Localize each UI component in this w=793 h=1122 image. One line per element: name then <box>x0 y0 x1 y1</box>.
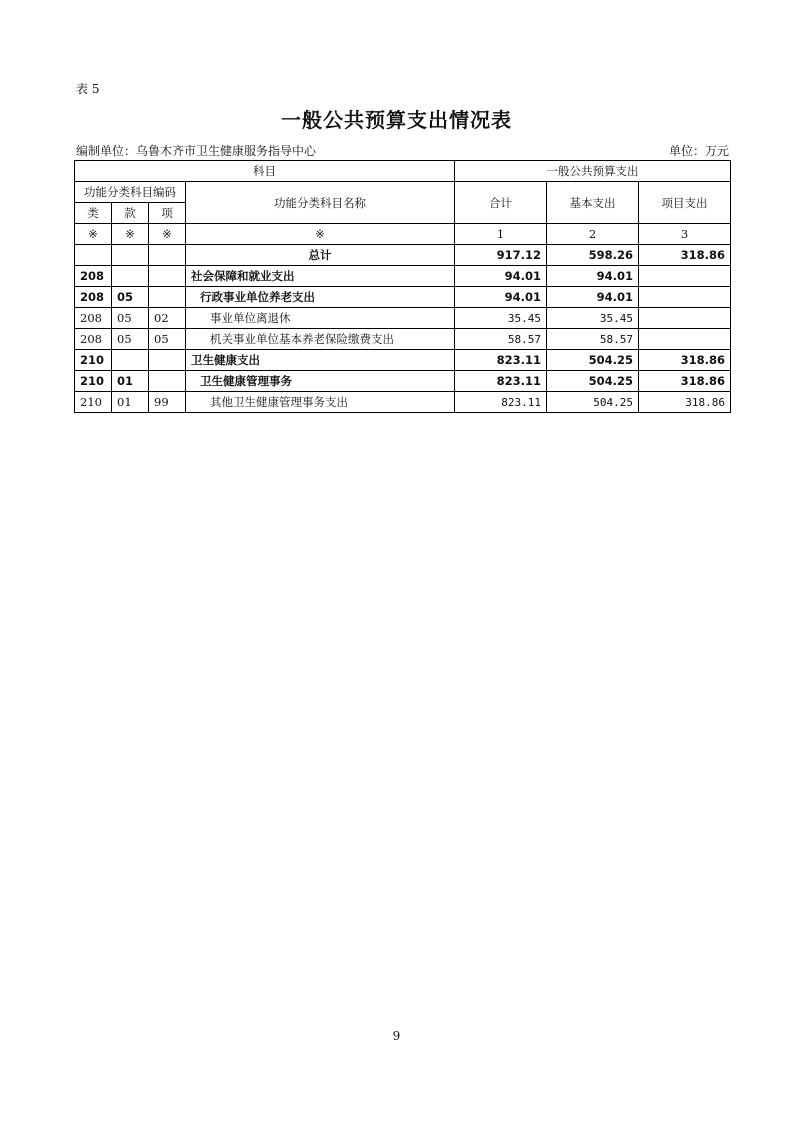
budget-table <box>74 160 731 413</box>
cell-xiang <box>149 371 186 392</box>
cell-project <box>639 329 731 350</box>
cell-basic: 598.26 <box>547 245 639 266</box>
cell-total: 823.11 <box>455 350 547 371</box>
cell-lei: 208 <box>75 329 112 350</box>
cell-project <box>639 308 731 329</box>
cell-kuan: 01 <box>112 392 149 413</box>
cell-name: 卫生健康管理事务 <box>186 371 455 392</box>
cell-kuan <box>112 266 149 287</box>
header-row-1 <box>75 161 731 182</box>
cell-xiang <box>149 287 186 308</box>
cell-basic: 58.57 <box>547 329 639 350</box>
cell-project: 318.86 <box>639 371 731 392</box>
cell-lei <box>75 245 112 266</box>
cell-xiang: 99 <box>149 392 186 413</box>
cell-basic: 94.01 <box>547 287 639 308</box>
table-row <box>75 350 731 371</box>
table-row <box>75 329 731 350</box>
mark-lei: ※ <box>75 224 112 245</box>
cell-kuan: 05 <box>112 329 149 350</box>
cell-kuan: 05 <box>112 308 149 329</box>
cell-total: 94.01 <box>455 266 547 287</box>
cell-name: 社会保障和就业支出 <box>186 266 455 287</box>
cell-lei: 210 <box>75 392 112 413</box>
cell-xiang: 05 <box>149 329 186 350</box>
header-lei: 类 <box>75 203 112 224</box>
page-number: 9 <box>392 1029 401 1043</box>
cell-total: 94.01 <box>455 287 547 308</box>
header-index-row <box>75 224 731 245</box>
header-project: 项目支出 <box>639 182 731 224</box>
header-row-2 <box>75 182 731 203</box>
unit-label: 单位：万元 <box>668 144 729 158</box>
cell-total: 823.11 <box>455 392 547 413</box>
cell-lei: 210 <box>75 350 112 371</box>
cell-kuan: 01 <box>112 371 149 392</box>
cell-kuan <box>112 245 149 266</box>
cell-lei: 208 <box>75 287 112 308</box>
cell-project: 318.86 <box>639 392 731 413</box>
cell-name: 总计 <box>186 245 455 266</box>
cell-xiang <box>149 350 186 371</box>
table-row <box>75 266 731 287</box>
cell-lei: 210 <box>75 371 112 392</box>
cell-project: 318.86 <box>639 245 731 266</box>
cell-kuan: 05 <box>112 287 149 308</box>
cell-project: 318.86 <box>639 350 731 371</box>
cell-project <box>639 287 731 308</box>
cell-xiang <box>149 245 186 266</box>
header-name: 功能分类科目名称 <box>186 182 455 224</box>
header-basic: 基本支出 <box>547 182 639 224</box>
cell-basic: 504.25 <box>547 371 639 392</box>
mark-xiang: ※ <box>149 224 186 245</box>
cell-lei: 208 <box>75 266 112 287</box>
cell-name: 事业单位离退休 <box>186 308 455 329</box>
cell-name: 行政事业单位养老支出 <box>186 287 455 308</box>
cell-total: 35.45 <box>455 308 547 329</box>
mark-kuan: ※ <box>112 224 149 245</box>
cell-basic: 504.25 <box>547 350 639 371</box>
cell-total: 58.57 <box>455 329 547 350</box>
cell-basic: 94.01 <box>547 266 639 287</box>
cell-basic: 504.25 <box>547 392 639 413</box>
header-subject: 科目 <box>75 161 455 182</box>
col-index-2: 2 <box>547 224 639 245</box>
header-total: 合计 <box>455 182 547 224</box>
cell-name: 卫生健康支出 <box>186 350 455 371</box>
table-row <box>75 392 731 413</box>
cell-total: 917.12 <box>455 245 547 266</box>
cell-kuan <box>112 350 149 371</box>
table-row <box>75 371 731 392</box>
cell-total: 823.11 <box>455 371 547 392</box>
header-budget-group: 一般公共预算支出 <box>455 161 731 182</box>
col-index-3: 3 <box>639 224 731 245</box>
header-code-group: 功能分类科目编码 <box>75 182 186 203</box>
table-label: 表 5 <box>76 82 100 96</box>
header-kuan: 款 <box>112 203 149 224</box>
cell-lei: 208 <box>75 308 112 329</box>
col-index-1: 1 <box>455 224 547 245</box>
table-row <box>75 287 731 308</box>
cell-project <box>639 266 731 287</box>
cell-name: 其他卫生健康管理事务支出 <box>186 392 455 413</box>
header-xiang: 项 <box>149 203 186 224</box>
compiling-unit: 编制单位：乌鲁木齐市卫生健康服务指导中心 <box>76 144 317 158</box>
table-row <box>75 308 731 329</box>
cell-xiang: 02 <box>149 308 186 329</box>
cell-name: 机关事业单位基本养老保险缴费支出 <box>186 329 455 350</box>
cell-basic: 35.45 <box>547 308 639 329</box>
mark-name: ※ <box>186 224 455 245</box>
page-title: 一般公共预算支出情况表 <box>281 108 512 132</box>
table-row-total <box>75 245 731 266</box>
cell-xiang <box>149 266 186 287</box>
